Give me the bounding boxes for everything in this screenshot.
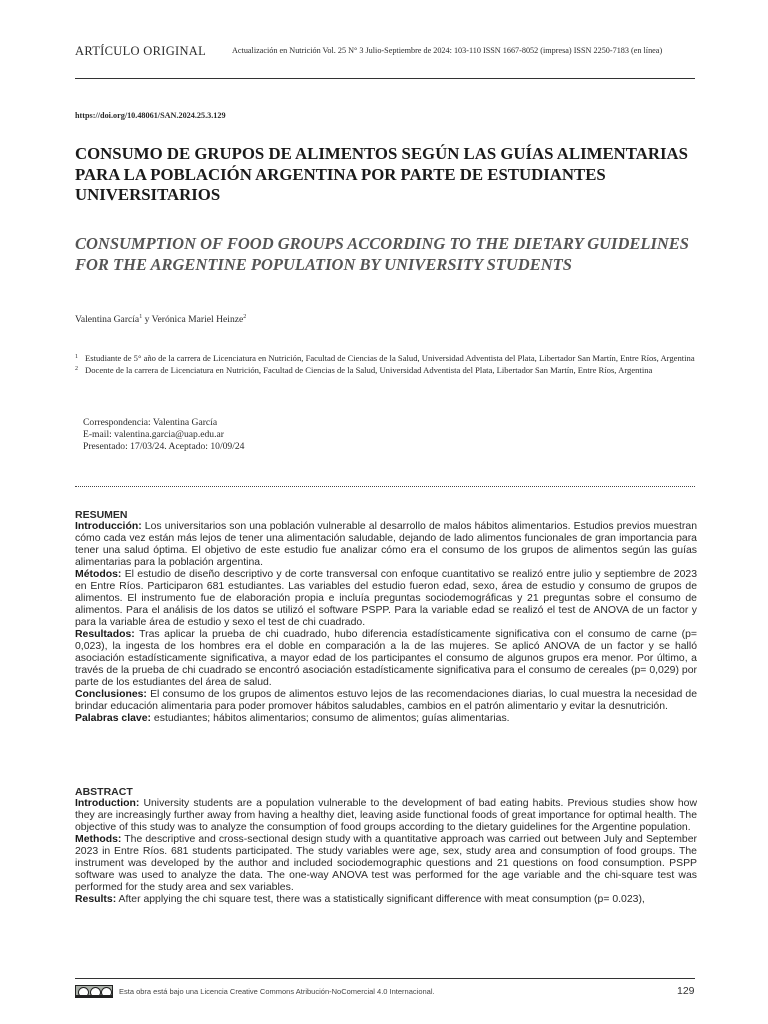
resumen-methods (75, 569, 697, 629)
title-spanish: CONSUMO DE GRUPOS DE ALIMENTOS SEGÚN LAS GUÍAS ALIMENTARIAS PARA LA POBLACIÓN ARGENTINA POR PARTE DE ESTUDIANTES UNIVERSITARIOS (75, 144, 688, 204)
resumen-results-text: Tras aplicar la prueba de chi cuadrado, hubo diferencia estadísticamente significativa con el consumo de carne (p= 0,023), la ingesta de los hombres era el doble en comparación a la de las mujeres. Se aplicó ANOVA de un factor y se halló asociación estadísticamente significativa, a mayor edad de los participantes el consumo de algunos grupos era menor. Por último, a través de la prueba de chi cuadrado se encontró asociación estadísticamente significativa para el consumo de cereales (p= 0,029) por parte de los estudiantes del área de salud. (75, 629, 697, 688)
resumen-conclusions-label: Conclusiones: (75, 689, 147, 700)
abstract-section (75, 786, 697, 906)
abstract-intro-text: University students are a population vulnerable to the development of bad eating habits. Previous studies show how they are increasingly further away from having a healthy diet, leaving aside functional foods of great importance for optimal health. The objective of this study was to analyze the consumption of food groups according to the dietary guidelines for the Argentine population. (75, 798, 697, 833)
correspondence-email[interactable]: E-mail: valentina.garcia@uap.edu.ar (83, 429, 224, 440)
section-divider (75, 486, 695, 487)
affiliation-marker: 1 (139, 313, 143, 320)
correspondence-block (83, 417, 244, 453)
resumen-intro-text: Los universitarios son una población vulnerable al desarrollo de malos hábitos alimentarios. Estudios previos muestran cómo cada vez están más lejos de tener una alimentación saludable, dejando de lado alimentos funcionales de gran importancia para tener una salud óptima. El objetivo de este estudio fue analizar cómo era el consumo de los grupos de alimentos según las guías alimentarias para la población argentina. (75, 521, 697, 568)
resumen-results (75, 629, 697, 689)
affiliation-item (75, 352, 700, 364)
doi-link[interactable]: https://doi.org/10.48061/SAN.2024.25.3.129 (75, 111, 226, 120)
page-number: 129 (677, 985, 695, 997)
resumen-introduction (75, 521, 697, 569)
resumen-results-label: Resultados: (75, 629, 135, 640)
resumen-methods-text: El estudio de diseño descriptivo y de corte transversal con enfoque cuantitativo se realizó entre julio y septiembre de 2023 en Entre Ríos. Participaron 681 estudiantes. Las variables del estudio fueron edad, sexo, área de estudio y consumo de grupos de alimentos. El instrumento fue de elaboración propia e incluía preguntas sociodemográficas y 21 preguntas sobre el consumo de alimentos. Para el análisis de los datos se utilizó el software PSPP. Para la variable edad se realizó el test de ANOVA de un factor y para la variable área de estudio y sexo el test de chi cuadrado. (75, 569, 697, 628)
abstract-methods (75, 834, 697, 894)
footer-rule (75, 978, 695, 979)
abstract-results (75, 894, 697, 906)
title-english: CONSUMPTION OF FOOD GROUPS ACCORDING TO THE DIETARY GUIDELINES FOR THE ARGENTINE POPULATION BY UNIVERSITY STUDENTS (75, 234, 689, 274)
author-name: Verónica Mariel Heinze (151, 314, 244, 325)
abstract-methods-text: The descriptive and cross-sectional design study with a quantitative approach was carried out between July and September 2023 in Entre Ríos. 681 students participated. The study variables were age, sex, study area and consumption of food groups. The instrument was developed by the author and included sociodemographic questions and 21 questions on food consumption. PSPP software was used to analyze the data. The one-way ANOVA test was performed for the age variable and the chi-square test was performed for the study area and sex variables. (75, 834, 697, 893)
abstract-intro-label: Introduction: (75, 798, 140, 809)
abstract-methods-label: Methods: (75, 834, 122, 845)
affiliation-number: 1 (75, 354, 78, 360)
submission-dates: Presentado: 17/03/24. Aceptado: 10/09/24 (83, 441, 245, 452)
journal-citation: Actualización en Nutrición Vol. 25 N° 3 Julio-Septiembre de 2024: 103-110 ISSN 1667-8052 (impresa) ISSN 2250-7183 (en línea) (232, 46, 663, 55)
abstract-results-label: Results: (75, 894, 117, 905)
correspondence-name: Correspondencia: Valentina García (83, 417, 218, 428)
resumen-keywords (75, 713, 697, 725)
resumen-heading: RESUMEN (75, 509, 128, 521)
license-text[interactable]: Esta obra está bajo una Licencia Creative Commons Atribución-NoComercial 4.0 Internacional. (119, 987, 435, 996)
author-name: Valentina García (75, 314, 140, 325)
resumen-conclusions (75, 689, 697, 713)
affiliations (75, 352, 700, 376)
affiliation-text: Docente de la carrera de Licenciatura en Nutrición, Facultad de Ciencias de la Salud, Universidad Adventista del Plata, Libertador San Martín, Entre Ríos, Argentina (85, 365, 653, 375)
affiliation-number: 2 (75, 366, 78, 372)
abstract-heading: ABSTRACT (75, 786, 133, 798)
resumen-conclusions-text: El consumo de los grupos de alimentos estuvo lejos de las recomendaciones diarias, lo cual muestra la necesidad de brindar educación alimentaria para poder promover hábitos saludables, cambios en el patrón alimentario y evitar la desnutrición. (75, 689, 697, 712)
resumen-section (75, 509, 697, 725)
author-connector: y (142, 314, 152, 325)
resumen-keywords-label: Palabras clave: (75, 713, 152, 724)
affiliation-marker: 2 (243, 313, 247, 320)
creative-commons-by-nc-icon[interactable] (75, 985, 113, 998)
affiliation-text: Estudiante de 5° año de la carrera de Licenciatura en Nutrición, Facultad de Ciencias de la Salud, Universidad Adventista del Plata, Libertador San Martín, Entre Ríos, Argentina (85, 353, 695, 363)
resumen-intro-label: Introducción: (75, 521, 142, 532)
author-line (75, 314, 246, 325)
abstract-introduction (75, 798, 697, 834)
affiliation-item (75, 364, 700, 376)
resumen-keywords-text: estudiantes; hábitos alimentarios; consumo de alimentos; guías alimentarias. (151, 713, 510, 724)
cc-bar (76, 995, 112, 997)
resumen-methods-label: Métodos: (75, 569, 122, 580)
section-label: ARTÍCULO ORIGINAL (75, 44, 207, 58)
abstract-results-text: After applying the chi square test, there was a statistically significant difference with meat consumption (p= 0.023), (116, 894, 645, 905)
header-rule (75, 78, 695, 79)
